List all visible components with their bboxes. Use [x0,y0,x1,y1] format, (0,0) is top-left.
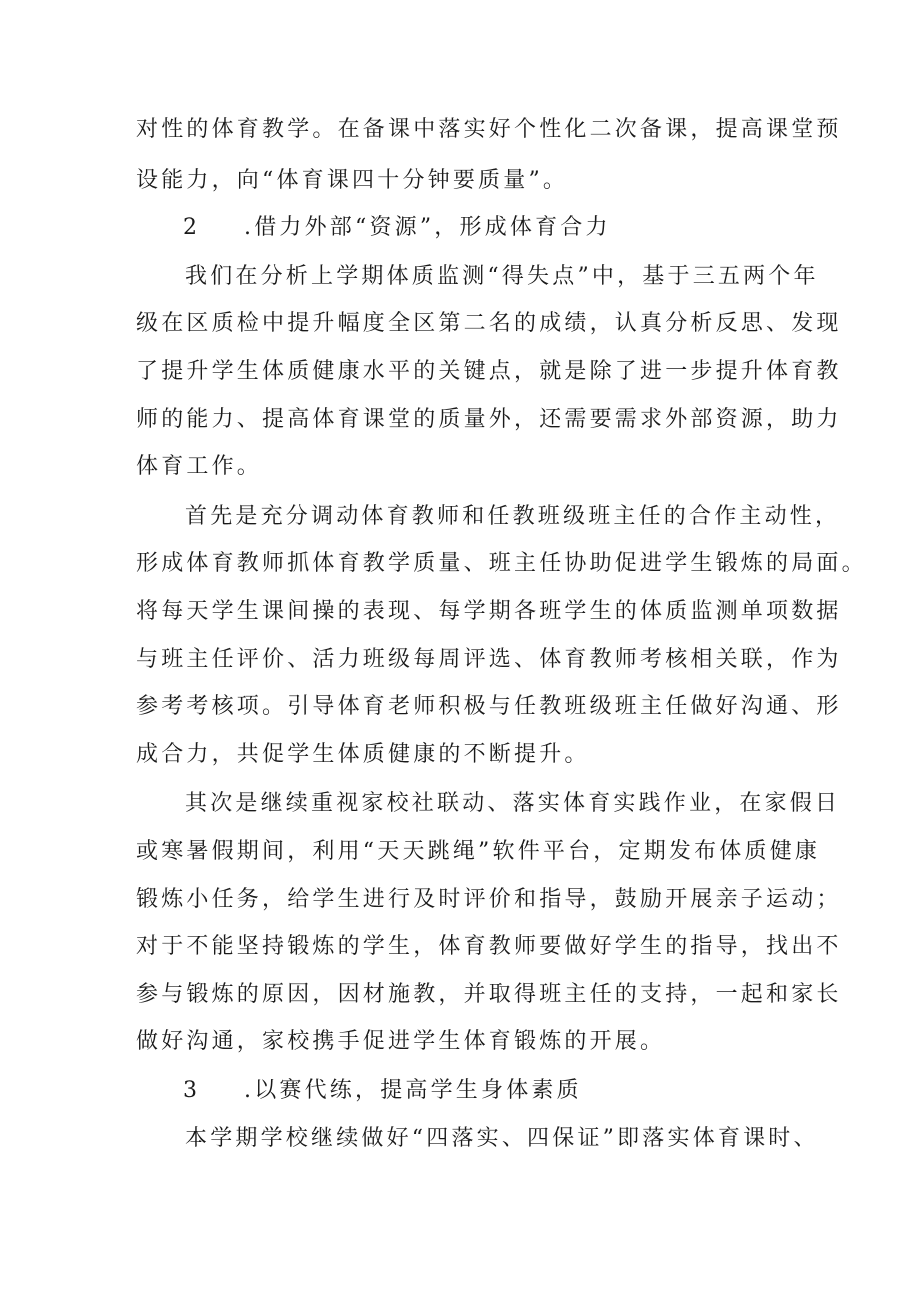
paragraph-line: 本学期学校继续做好“四落实、四保证”即落实体育课时、 [185,1126,819,1151]
paragraph-line: 其次是继续重视家校社联动、落实体育实践作业，在家假日 [185,791,841,816]
paragraph-line: 级在区质检中提升幅度全区第二名的成绩，认真分析反思、发现 [136,311,842,336]
paragraph-line: 了提升学生体质健康水平的关键点，就是除了进一步提升体育教 [136,359,842,384]
paragraph-line: 我们在分析上学期体质监测“得失点”中，基于三五两个年 [185,264,819,289]
paragraph-line: 成合力，共促学生体质健康的不断提升。 [136,742,590,767]
section-heading: .借力外部“资源”，形成体育合力 [244,215,611,240]
paragraph-line: 设能力，向“体育课四十分钟要质量”。 [136,168,569,193]
paragraph-line: 做好沟通，家校携手促进学生体育锻炼的开展。 [136,1029,666,1054]
section-heading-number: 3 [183,1078,197,1103]
paragraph-line: 首先是充分调动体育教师和任教班级班主任的合作主动性， [185,504,841,529]
paragraph-line: 参与锻炼的原因，因材施教，并取得班主任的支持，一起和家长 [136,982,842,1007]
paragraph-line: 体育工作。 [136,454,263,479]
section-heading-number: 2 [183,215,197,240]
paragraph-line: 或寒暑假期间，利用“天天跳绳”软件平台，定期发布体质健康 [136,839,821,864]
paragraph-line: 对于不能坚持锻炼的学生，体育教师要做好学生的指导，找出不 [136,934,842,959]
paragraph-line: 锻炼小任务，给学生进行及时评价和指导，鼓励开展亲子运动； [136,887,842,912]
paragraph-line: 与班主任评价、活力班级每周评选、体育教师考核相关联，作为 [136,647,842,672]
paragraph-line: 师的能力、提高体育课堂的质量外，还需要需求外部资源，助力 [136,407,842,432]
paragraph-line: 形成体育教师抓体育教学质量、班主任协助促进学生锻炼的局面。 [136,551,867,576]
paragraph-line: 将每天学生课间操的表现、每学期各班学生的体质监测单项数据 [136,599,842,624]
paragraph-line: 参考考核项。引导体育老师积极与任教班级班主任做好沟通、形 [136,694,842,719]
section-heading: .以赛代练，提高学生身体素质 [244,1078,582,1103]
paragraph-line: 对性的体育教学。在备课中落实好个性化二次备课，提高课堂预 [136,117,842,142]
